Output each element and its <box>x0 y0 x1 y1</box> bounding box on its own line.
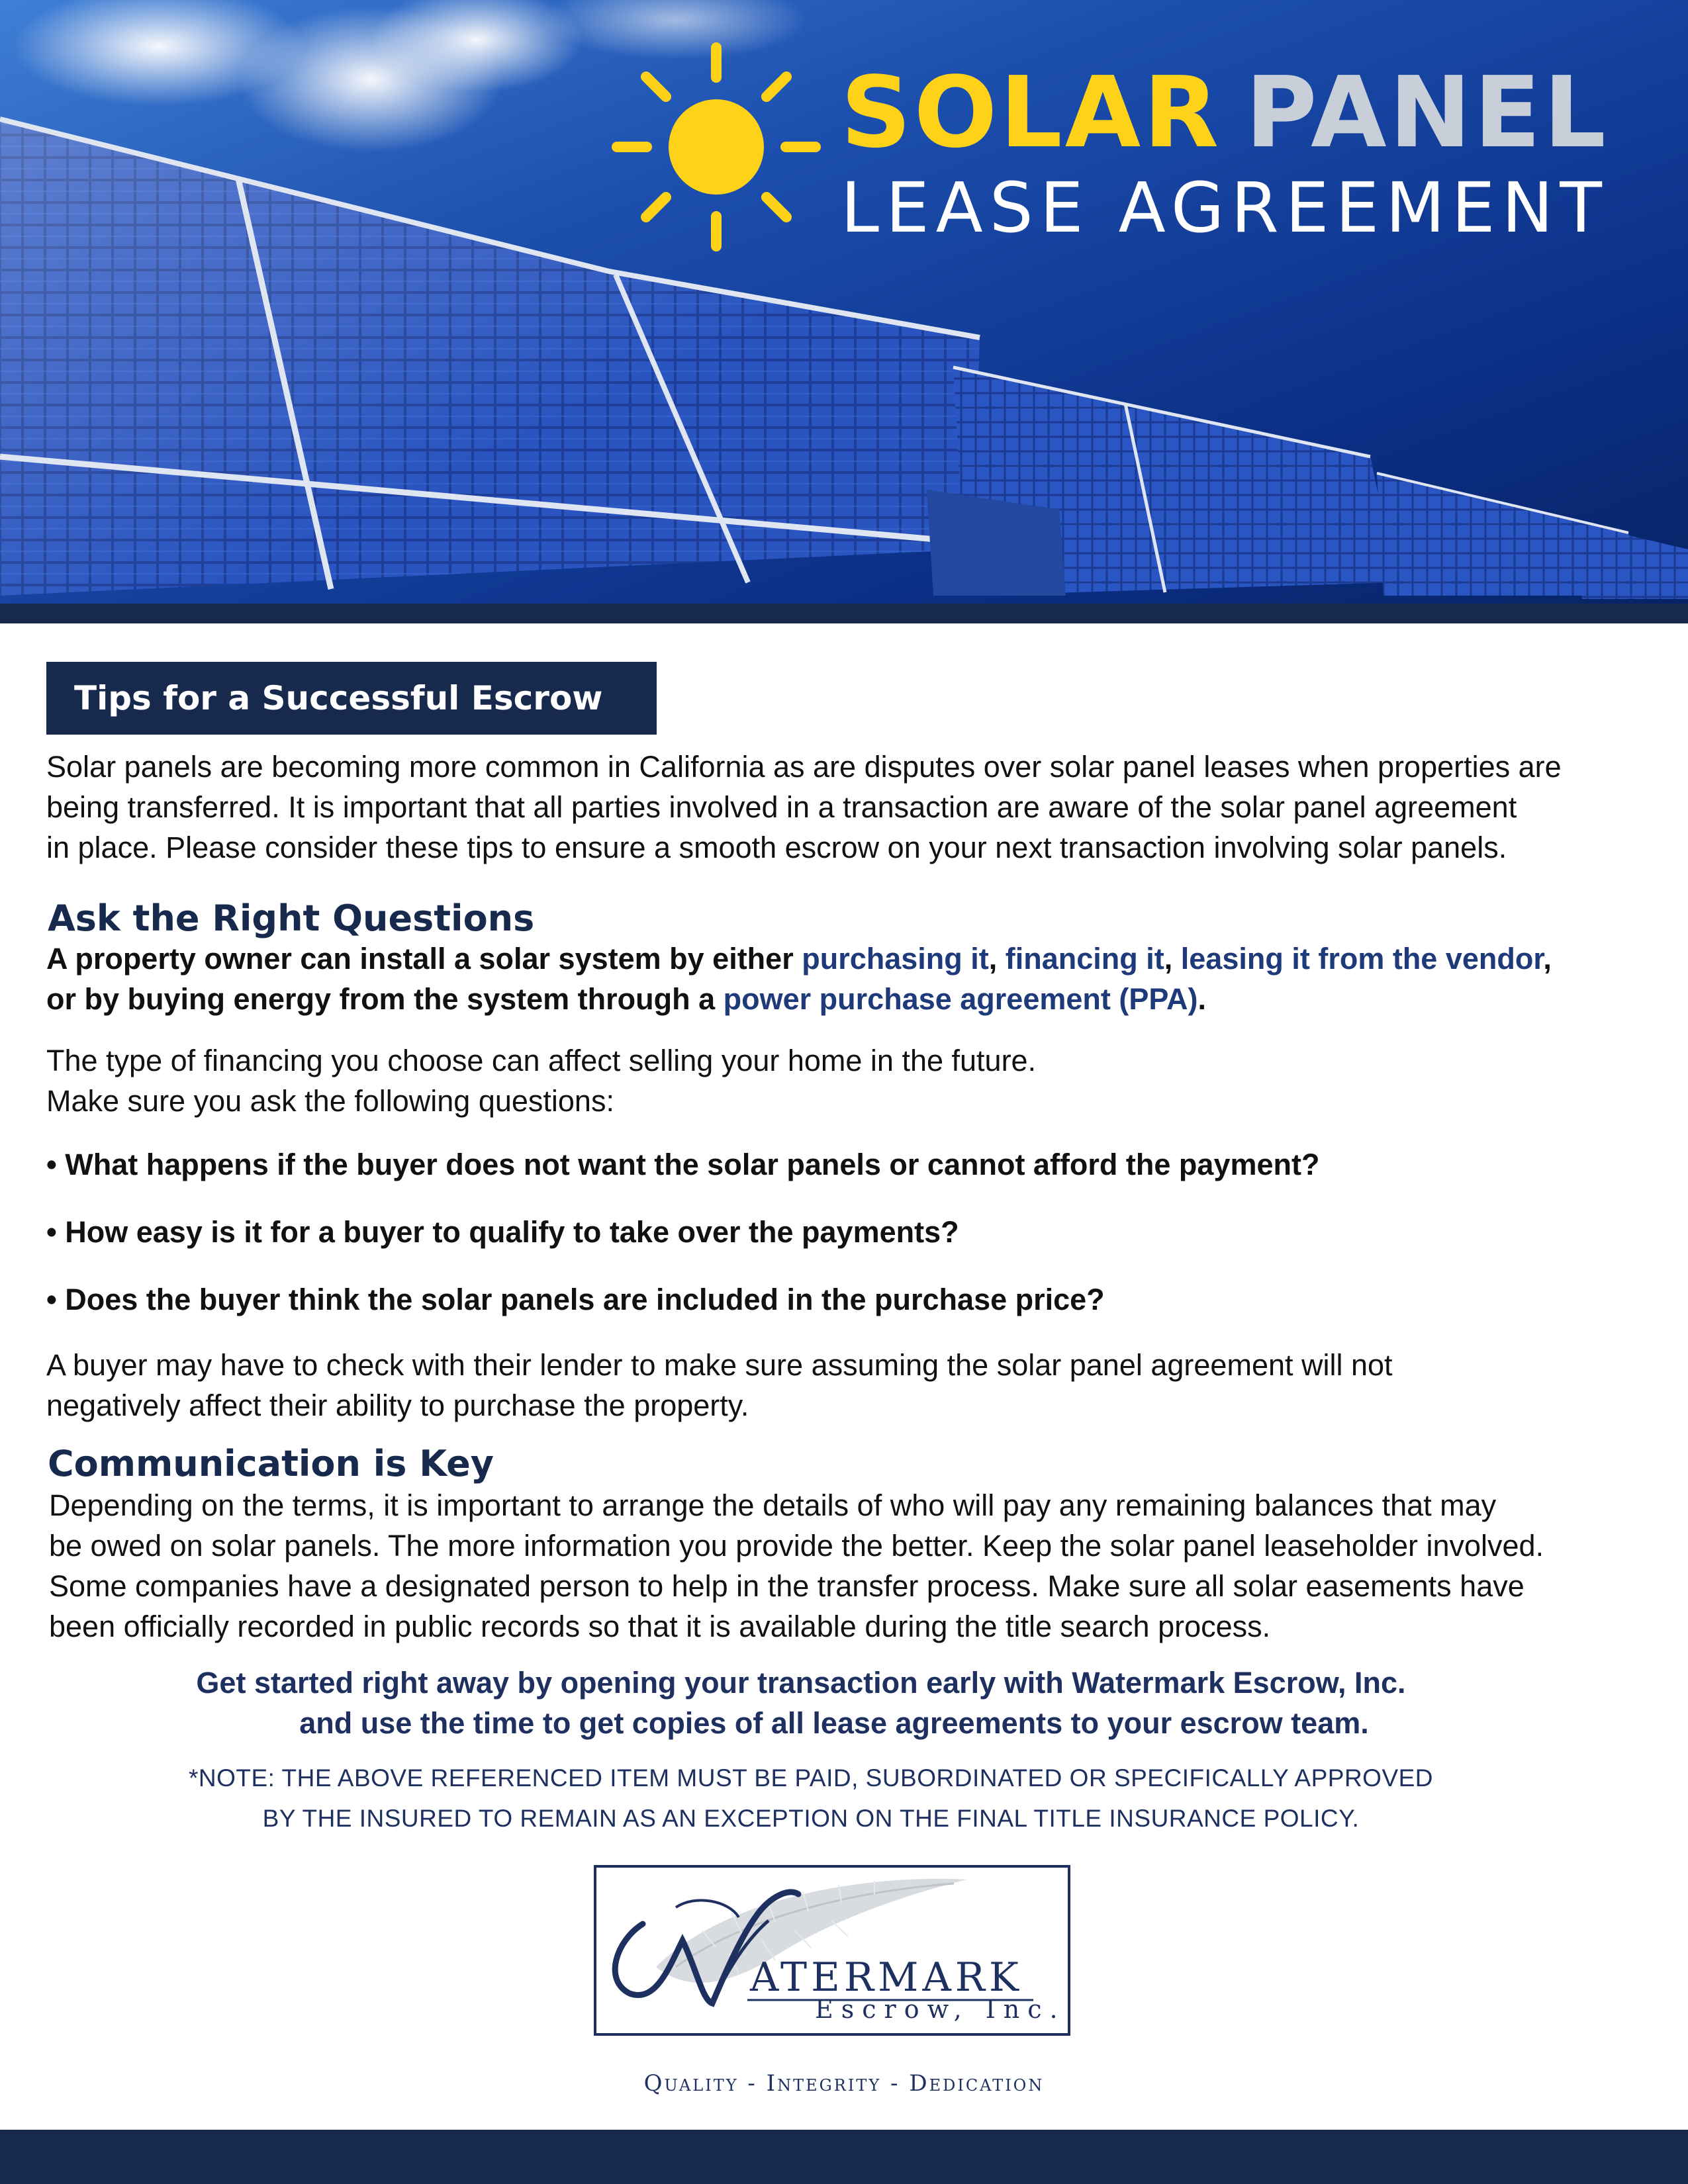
hero-banner <box>0 0 1688 604</box>
watermark-logo <box>594 1865 1070 2036</box>
communication-line: been officially recorded in public records so that it is available during the title search process. <box>49 1610 1271 1643</box>
financing-line: The type of financing you choose can affect selling your home in the future. <box>46 1044 1037 1077</box>
logo-subtitle: Escrow, Inc. <box>815 1995 1066 2024</box>
title-panel: PANEL <box>1245 56 1609 169</box>
footer-bar <box>0 2130 1688 2184</box>
question-item: • How easy is it for a buyer to qualify to take over the payments? <box>46 1215 959 1249</box>
intro-line: Solar panels are becoming more common in California as are disputes over solar panel leases when properties are <box>46 750 1562 784</box>
financing-paragraph <box>46 1040 1648 1121</box>
option-ppa: power purchase agreement (PPA) <box>723 982 1198 1016</box>
lead-sep: , <box>1164 942 1181 976</box>
legal-note <box>0 1758 1688 1839</box>
lead-sep: . <box>1197 982 1207 1016</box>
option-financing: financing it <box>1005 942 1164 976</box>
communication-line: be owed on solar panels. The more information you provide the better. Keep the solar panel leaseholder involved. <box>49 1529 1544 1563</box>
intro-line: in place. Please consider these tips to ensure a smooth escrow on your next transaction involving solar panels. <box>46 831 1507 864</box>
communication-paragraph <box>49 1485 1651 1647</box>
hero-divider-bar <box>0 604 1688 623</box>
lender-line: A buyer may have to check with their lender to make sure assuming the solar panel agreement will not <box>46 1348 1393 1382</box>
title-solar: SOLAR <box>841 56 1222 169</box>
hero-title <box>841 56 1668 248</box>
lead-sep: , <box>1543 942 1552 976</box>
financing-line: Make sure you ask the following questions: <box>46 1084 614 1118</box>
section-heading-questions: Ask the Right Questions <box>48 897 535 939</box>
lead-text: or by buying energy from the system through a <box>46 982 724 1016</box>
question-item: • Does the buyer think the solar panels are included in the purchase price? <box>46 1283 1105 1316</box>
communication-line: Depending on the terms, it is important to arrange the details of who will pay any remaining balances that may <box>49 1488 1497 1522</box>
tagline: Quality - Integrity - Dedication <box>643 2070 1045 2097</box>
lead-sep: , <box>988 942 1006 976</box>
logo-wordmark: ATERMARK <box>750 1954 1023 2001</box>
question-item: • What happens if the buyer does not want the solar panels or cannot afford the payment? <box>46 1148 1320 1181</box>
lender-paragraph <box>46 1345 1648 1426</box>
lender-line: negatively affect their ability to purchase the property. <box>46 1388 749 1422</box>
section-heading-communication: Communication is Key <box>48 1443 494 1484</box>
title-subtitle: LEASE AGREEMENT <box>841 167 1609 248</box>
note-line: *NOTE: THE ABOVE REFERENCED ITEM MUST BE PAID, SUBORDINATED OR SPECIFICALLY APPROVED <box>188 1764 1434 1792</box>
note-line: BY THE INSURED TO REMAIN AS AN EXCEPTION ON THE FINAL TITLE INSURANCE POLICY. <box>262 1805 1360 1832</box>
call-to-action <box>0 1662 1688 1743</box>
communication-line: Some companies have a designated person to help in the transfer process. Make sure all solar easements have <box>49 1569 1524 1603</box>
cta-line: and use the time to get copies of all lease agreements to your escrow team. <box>299 1706 1369 1740</box>
cta-line: Get started right away by opening your transaction early with Watermark Escrow, Inc. <box>196 1666 1406 1700</box>
lead-text: A property owner can install a solar system by either <box>46 942 802 976</box>
tips-heading: Tips for a Successful Escrow <box>46 662 657 735</box>
sun-icon <box>617 48 816 246</box>
intro-line: being transferred. It is important that all parties involved in a transaction are aware of the solar panel agreement <box>46 790 1517 824</box>
intro-paragraph <box>46 747 1648 868</box>
option-purchasing: purchasing it <box>802 942 989 976</box>
title-main <box>841 56 1668 169</box>
purchase-options-paragraph <box>46 938 1648 1019</box>
option-leasing: leasing it from the vendor <box>1180 942 1544 976</box>
